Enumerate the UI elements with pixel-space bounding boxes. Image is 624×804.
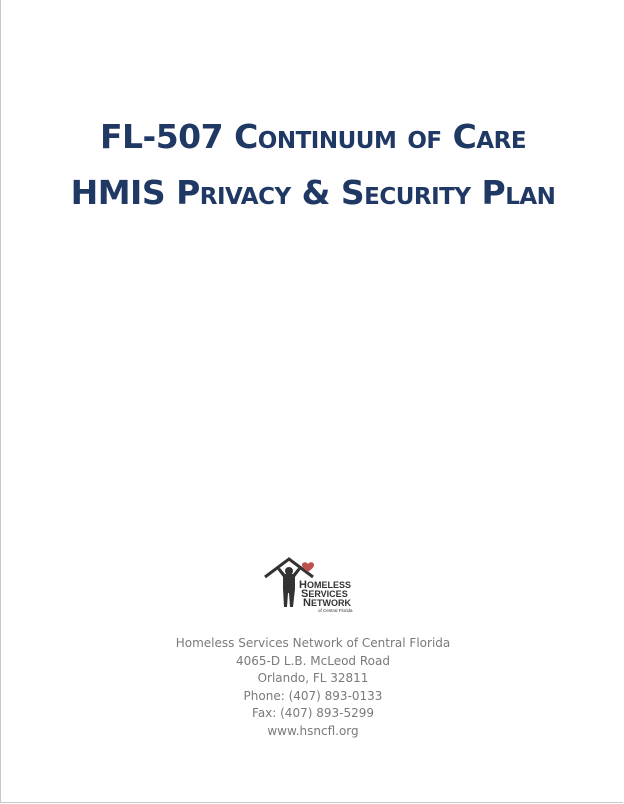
- organization-name: Homeless Services Network of Central Florida: [175, 636, 451, 650]
- organization-address-block: [1, 635, 624, 740]
- document-title-line-1: FL-507 Continuum of Care: [99, 117, 527, 156]
- fax-number: Fax: (407) 893-5299: [252, 706, 374, 720]
- street-address: 4065-D L.B. McLeod Road: [236, 653, 390, 668]
- document-title-line-2: HMIS Privacy & Security Plan: [70, 173, 556, 212]
- website-link[interactable]: www.hsncfl.org: [267, 723, 359, 738]
- svg-text:HOMELESS: HOMELESS: [299, 579, 351, 591]
- svg-text:of Central Florida: of Central Florida: [318, 608, 353, 613]
- phone-number: Phone: (407) 893-0133: [243, 688, 383, 703]
- svg-text:NETWORK: NETWORK: [303, 597, 351, 609]
- svg-text:SERVICES: SERVICES: [301, 588, 348, 600]
- city-state-zip: Orlando, FL 32811: [257, 671, 369, 685]
- organization-logo: [263, 555, 365, 615]
